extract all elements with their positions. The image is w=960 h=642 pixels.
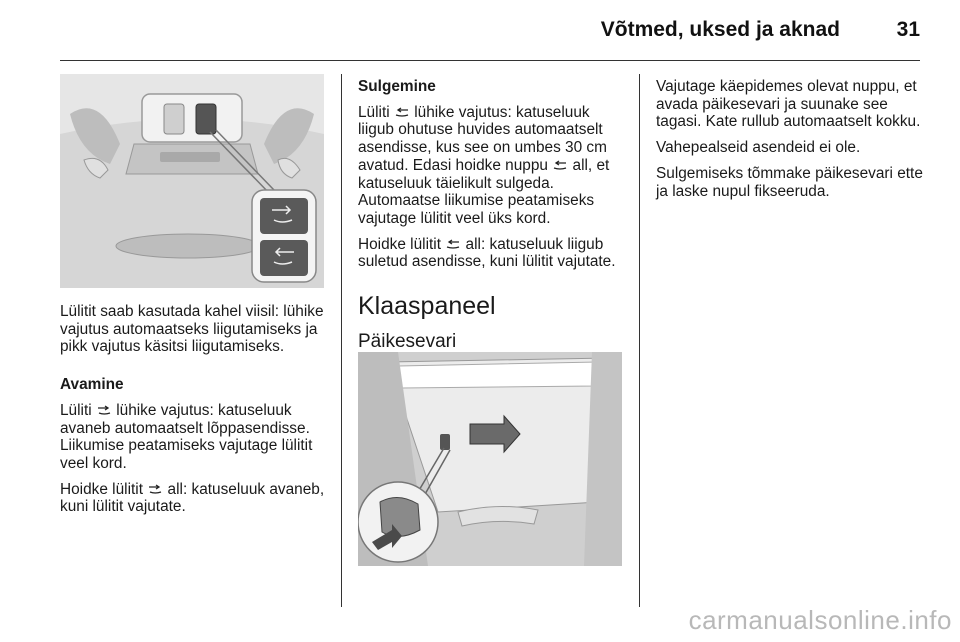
roof-console-switch-figure [60,74,324,288]
sunshade-paragraph-2: Vahepealseid asendeid ei ole. [656,139,861,157]
section-heading-klaaspaneel: Klaaspaneel [358,292,496,321]
closing-subheading: Sulgemine [358,78,436,95]
opening-subheading: Avamine [60,376,124,394]
closing-p1-end: all, et katuseluuk täielikult sulgeda. Automaatse liikumise peatamiseks vajutage lülitit veel üks kord. [358,156,610,227]
sunshade-illustration [358,352,622,566]
column-2 [358,78,626,363]
intro-paragraph: Lülitit saab kasutada kahel viisil: lühike vajutus automaatseks liigutamiseks ja pikk vajutus käsitsi liigutamiseks. [60,303,324,356]
sunroof-close-icon [445,239,461,250]
sunshade-paragraph-1: Vajutage käepidemes olevat nuppu, et avada päikesevari ja suunake see tagasi. Kate rullub automaatselt kokku. [656,78,921,131]
page-number: 31 [896,18,920,41]
opening-paragraph-1 [60,402,328,473]
page-header-title: Võtmed, uksed ja aknad [600,18,840,41]
closing-p1-start: Lüliti [358,103,390,121]
opening-p2-end: all: katuseluuk avaneb, kuni lülitit vajutate. [60,480,325,516]
sunshade-paragraph-3: Sulgemiseks tõmmake päikesevari ette ja laske nupul fikseeruda. [656,164,923,200]
column-divider [639,74,640,607]
column-3 [656,78,924,208]
subsection-heading-paikesevari: Päikesevari [358,331,457,353]
roof-console-illustration [60,74,324,288]
sunroof-close-icon [394,107,410,118]
column-1 [60,303,328,524]
closing-paragraph-1 [358,104,626,228]
column-divider [341,74,342,607]
footer-watermark: carmanualsonline.info [688,605,952,635]
header-rule [60,60,920,61]
opening-paragraph-2 [60,481,328,516]
sunroof-open-icon [96,405,112,416]
opening-p1-start: Lüliti [60,401,92,419]
opening-p2-start: Hoidke lülitit [60,480,143,498]
sunshade-figure [358,352,622,566]
closing-p2-start: Hoidke lülitit [358,235,441,253]
sunroof-close-icon [552,160,568,171]
sunroof-open-icon [147,484,163,495]
closing-p1-mid: lühike vajutus: katuseluuk liigub ohutuse huvides automaatselt asendisse, kus see on umbes 30 cm avatud. Edasi hoidke nuppu [358,103,607,174]
closing-p2-end: all: katuseluuk liigub suletud asendisse, kuni lülitit vajutate. [358,235,616,271]
closing-paragraph-2 [358,236,626,271]
opening-p1-end: lühike vajutus: katuseluuk avaneb automaatselt lõppasendisse. Liikumise peatamiseks vajutage lülitit veel kord. [60,401,313,472]
